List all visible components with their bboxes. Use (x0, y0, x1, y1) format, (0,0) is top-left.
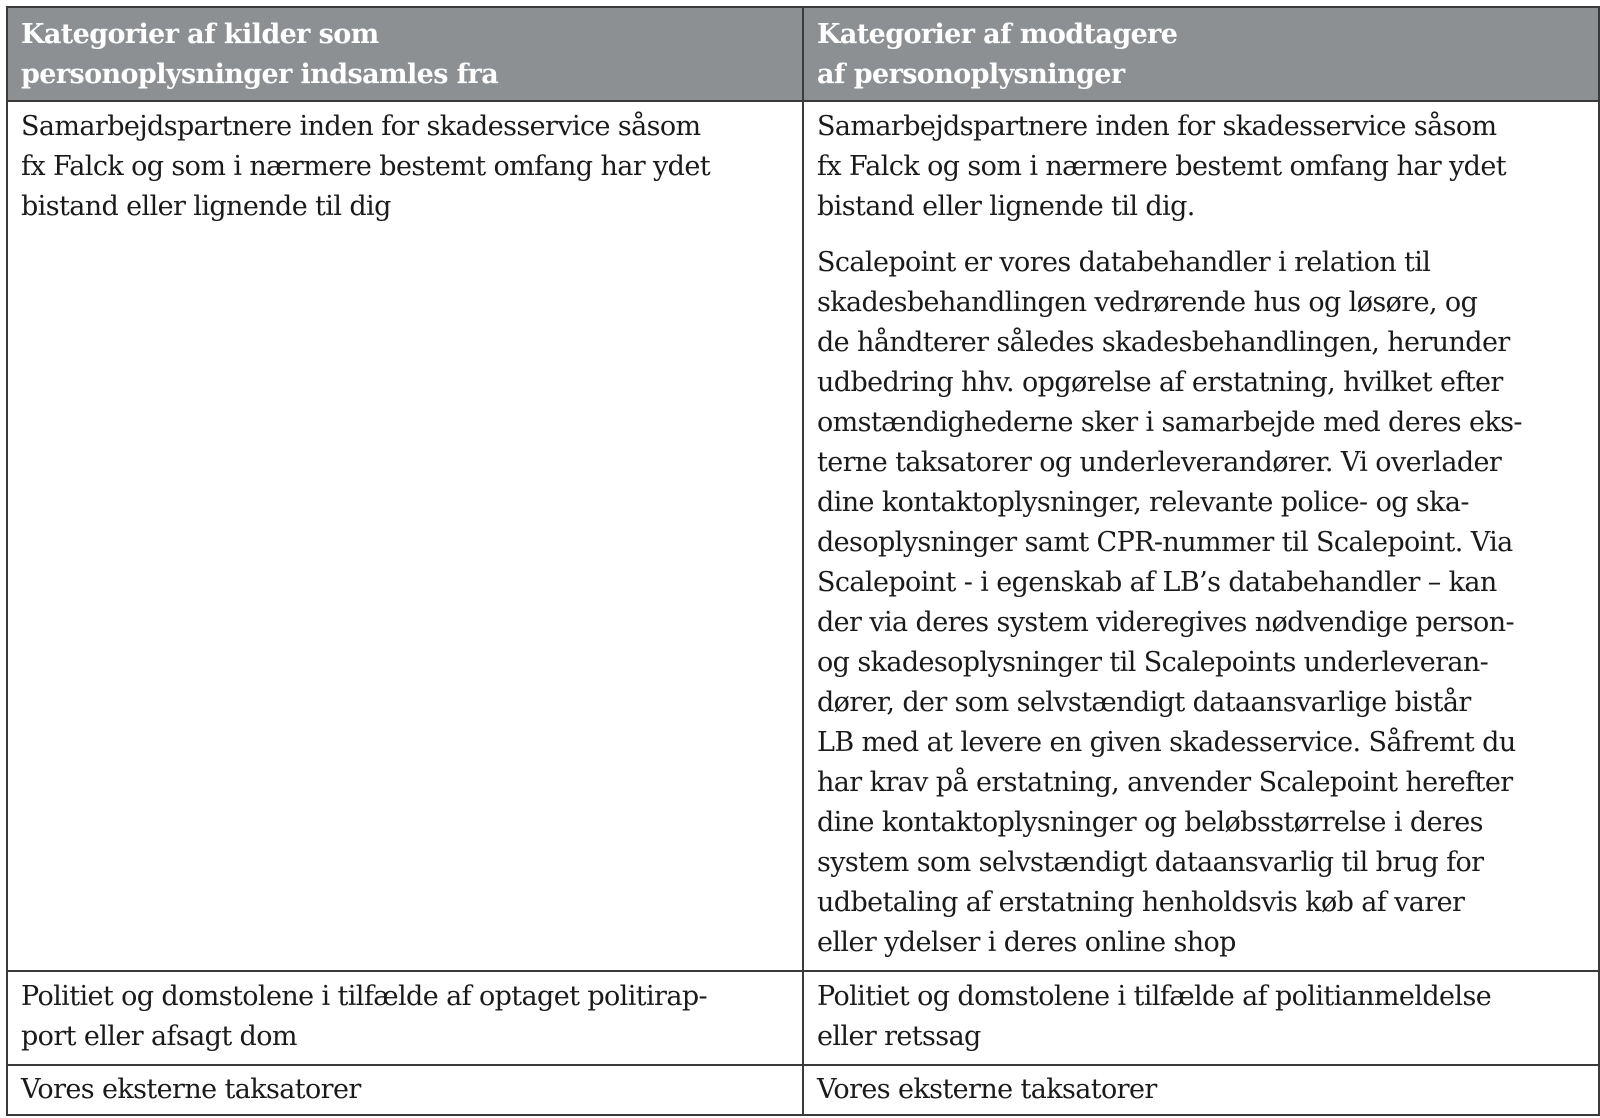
text-line: Scalepoint er vores databehandler i relation til (817, 247, 1431, 278)
text-line: bistand eller lignende til dig. (817, 191, 1195, 222)
text-line: har krav på erstatning, anvender Scalepoint herefter (817, 767, 1513, 798)
text-line: fx Falck og som i nærmere bestemt omfang har ydet (21, 151, 710, 182)
text-line: udbedring hhv. opgørelse af erstatning, hvilket efter (817, 367, 1503, 398)
text-line: Samarbejdspartnere inden for skadesservice såsom (817, 111, 1497, 142)
recipient-cell (803, 971, 1599, 1065)
recipient-paragraph (817, 107, 1585, 227)
data-categories-table (6, 6, 1600, 1116)
text-line: terne taksatorer og underleverandører. Vi overlader (817, 447, 1502, 478)
recipient-cell (803, 1065, 1599, 1115)
source-cell (7, 1065, 803, 1115)
header-line: Kategorier af kilder som (21, 19, 379, 50)
text-line: eller ydelser i deres online shop (817, 927, 1236, 958)
text-line: port eller afsagt dom (21, 1021, 297, 1052)
text-line: Scalepoint - i egenskab af LB’s databehandler – kan (817, 567, 1497, 598)
text-line: udbetaling af erstatning henholdsvis køb af varer (817, 887, 1465, 918)
header-line: af personoplysninger (817, 59, 1125, 90)
text-line: LB med at levere en given skadesservice. Såfremt du (817, 727, 1516, 758)
table-row (7, 1065, 1599, 1115)
text-line: dine kontaktoplysninger og beløbsstørrelse i deres (817, 807, 1483, 838)
text-line: Samarbejdspartnere inden for skadesservice såsom (21, 111, 701, 142)
source-cell (7, 101, 803, 971)
text-line: dører, der som selvstændigt dataansvarlige bistår (817, 687, 1471, 718)
text-line: eller retssag (817, 1021, 981, 1052)
text-line: bistand eller lignende til dig (21, 191, 391, 222)
text-line: der via deres system videregives nødvendige person- (817, 607, 1515, 638)
text-line: omstændighederne sker i samarbejde med deres eks- (817, 407, 1522, 438)
text-line: de håndterer således skadesbehandlingen, herunder (817, 327, 1510, 358)
text-line: dine kontaktoplysninger, relevante police- og ska- (817, 487, 1469, 518)
recipient-cell (803, 101, 1599, 971)
table-row (7, 101, 1599, 971)
text-line: Vores eksterne taksatorer (817, 1074, 1157, 1105)
table-row (7, 971, 1599, 1065)
text-line: system som selvstændigt dataansvarlig til brug for (817, 847, 1484, 878)
table-header-row (7, 7, 1599, 101)
text-line: desoplysninger samt CPR-nummer til Scalepoint. Via (817, 527, 1513, 558)
text-line: Vores eksterne taksatorer (21, 1074, 361, 1105)
source-cell (7, 971, 803, 1065)
header-recipients (803, 7, 1599, 101)
header-line: personoplysninger indsamles fra (21, 59, 499, 90)
recipient-paragraph (817, 243, 1585, 963)
text-line: Politiet og domstolene i tilfælde af politianmeldelse (817, 981, 1492, 1012)
text-line: skadesbehandlingen vedrørende hus og løsøre, og (817, 287, 1478, 318)
text-line: og skadesoplysninger til Scalepoints underleveran- (817, 647, 1489, 678)
header-sources (7, 7, 803, 101)
text-line: Politiet og domstolene i tilfælde af optaget politirap- (21, 981, 708, 1012)
header-line: Kategorier af modtagere (817, 19, 1178, 50)
text-line: fx Falck og som i nærmere bestemt omfang har ydet (817, 151, 1506, 182)
